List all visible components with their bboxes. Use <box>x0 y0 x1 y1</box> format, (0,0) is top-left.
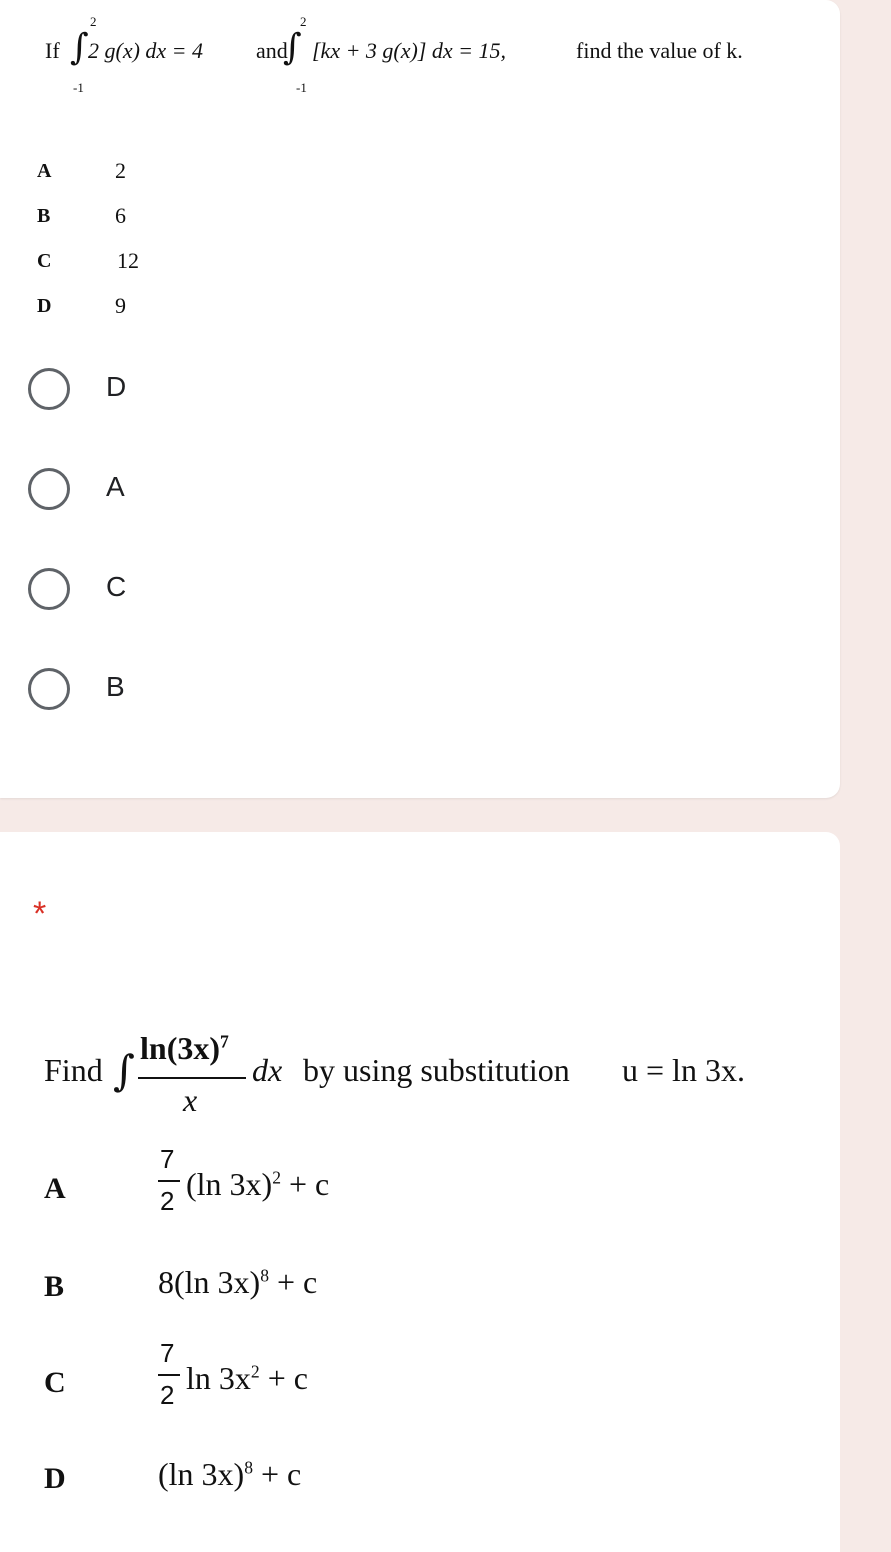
option-value: 9 <box>115 293 126 318</box>
option-value: 6 <box>115 203 126 228</box>
integral-sign-icon: ∫ <box>283 27 302 68</box>
q2-numerator-exponent: 7 <box>220 1031 229 1052</box>
integral-sign-icon: ∫ <box>70 27 89 68</box>
q1-int2-lower: -1 <box>296 80 307 95</box>
option-letter: D <box>37 295 52 317</box>
question-card-2 <box>0 832 840 1552</box>
option-letter: B <box>37 205 51 227</box>
q2-dx: dx <box>252 1052 283 1088</box>
fraction-bar <box>158 1374 180 1376</box>
required-asterisk: * <box>33 895 47 933</box>
radio-label-a[interactable]: A <box>106 471 125 502</box>
option-value: 12 <box>117 248 139 273</box>
fraction-bar <box>138 1077 246 1079</box>
q1-int1-upper: 2 <box>90 14 97 29</box>
q2-numerator: $\ln(3x)^7$ <box>140 1030 229 1066</box>
q1-int1-body: 2 g(x) dx = 4 <box>88 38 204 63</box>
frac-denominator: 2 <box>160 1380 175 1410</box>
q1-int2-upper: 2 <box>300 14 307 29</box>
q2-substitution: u = ln 3x. <box>622 1052 745 1088</box>
q1-int1-lower: -1 <box>73 80 84 95</box>
q1-prefix: If <box>45 38 60 63</box>
fraction-bar <box>158 1180 180 1182</box>
radio-button-a[interactable] <box>28 468 70 510</box>
frac-numerator: 7 <box>160 1144 175 1174</box>
q1-int2-body: [kx + 3 g(x)] dx = 15, <box>312 38 507 63</box>
option-expression: (ln 3x)$^8$ + c <box>158 1456 302 1492</box>
radio-label-d[interactable]: D <box>106 371 127 402</box>
q2-find: Find <box>44 1052 103 1088</box>
option-letter: C <box>44 1366 66 1399</box>
q1-and: and <box>256 38 288 63</box>
option-value: 2 <box>115 158 126 183</box>
radio-label-c[interactable]: C <box>106 571 127 602</box>
frac-numerator: 7 <box>160 1338 175 1368</box>
frac-denominator: 2 <box>160 1186 175 1216</box>
radio-button-b[interactable] <box>28 668 70 710</box>
option-expression: $\ln 3x^2 + c$ <box>186 1360 308 1396</box>
option-expression: 8(ln 3x)$^8$ + c <box>158 1264 318 1300</box>
option-letter: D <box>44 1462 66 1495</box>
radio-label-b[interactable]: B <box>106 671 125 702</box>
option-letter: C <box>37 250 52 272</box>
integral-sign-icon: ∫ <box>113 1046 135 1095</box>
q2-mid-text: by using substitution <box>303 1052 570 1088</box>
option-letter: A <box>44 1172 66 1205</box>
q1-suffix: find the value of k. <box>576 38 743 63</box>
radio-button-c[interactable] <box>28 568 70 610</box>
option-letter: B <box>44 1270 65 1303</box>
option-expression: (ln 3x)$^2$ + c <box>186 1166 330 1202</box>
q2-denominator: x <box>183 1082 198 1118</box>
radio-button-d[interactable] <box>28 368 70 410</box>
option-letter: A <box>37 160 52 182</box>
